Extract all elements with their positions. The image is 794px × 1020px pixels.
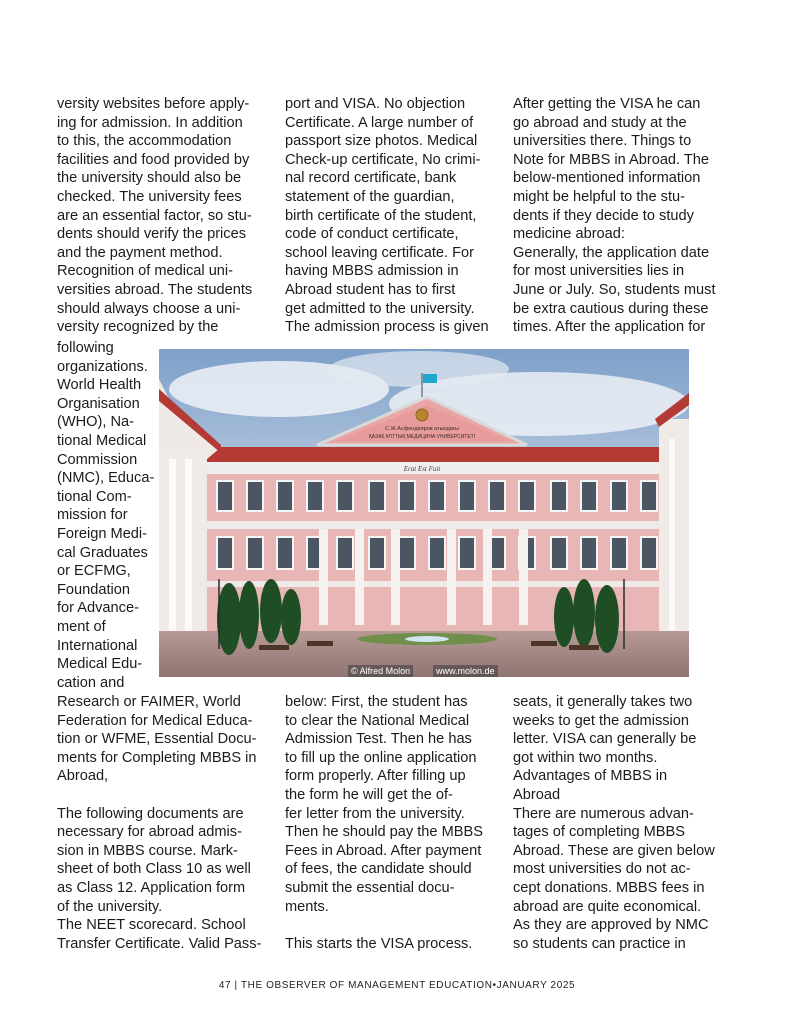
text-line: There are numerous advan- xyxy=(513,805,694,822)
text-line: ment of xyxy=(57,618,106,635)
text-line xyxy=(285,916,483,935)
column1-wrap-text xyxy=(57,339,154,692)
text-line: Abroad student has to first xyxy=(285,281,456,298)
text-line: to clear the National Medical xyxy=(285,712,470,729)
text-line: Medical Edu- xyxy=(57,656,143,673)
text-line: ing for admission. In addition xyxy=(57,114,243,131)
text-line: versity websites before apply- xyxy=(57,96,250,112)
text-line: International xyxy=(57,637,138,654)
text-line: for most universities lies in xyxy=(513,263,685,280)
text-line: versities abroad. The students xyxy=(57,281,253,298)
text-line: versity recognized by the xyxy=(57,319,219,336)
text-line: ments. xyxy=(285,898,329,915)
text-line: After getting the VISA he can xyxy=(513,96,701,112)
text-line: as Class 12. Application form xyxy=(57,879,246,896)
text-line: Recognition of medical uni- xyxy=(57,263,234,280)
text-line: ments for Completing MBBS in xyxy=(57,749,257,766)
university-building-photo xyxy=(159,349,689,677)
text-line: below-mentioned information xyxy=(513,170,701,187)
text-line: or ECFMG, xyxy=(57,563,131,580)
text-line: dents if they decide to study xyxy=(513,207,694,224)
text-line: sion in MBBS course. Mark- xyxy=(57,842,238,859)
text-line: tages of completing MBBS xyxy=(513,824,685,841)
text-line: The NEET scorecard. School xyxy=(57,917,246,934)
text-line: necessary for abroad admis- xyxy=(57,824,242,841)
text-line: Abroad xyxy=(513,786,561,803)
text-line: Advantages of MBBS in xyxy=(513,768,668,785)
text-line: form properly. After filling up xyxy=(285,768,466,785)
text-line: (WHO), Na- xyxy=(57,414,135,431)
column3-bottom-text xyxy=(513,693,715,953)
text-line: should always choose a uni- xyxy=(57,300,241,317)
text-line: weeks to get the admission xyxy=(513,712,690,729)
text-line: go abroad and study at the xyxy=(513,114,687,131)
text-line: Then he should pay the MBBS xyxy=(285,824,483,841)
text-line: cept donations. MBBS fees in xyxy=(513,879,705,896)
text-line: tional Com- xyxy=(57,488,132,505)
text-line: mission for xyxy=(57,507,128,524)
text-line: Fees in Abroad. After payment xyxy=(285,842,482,859)
text-line: June or July. So, students must xyxy=(513,281,716,298)
building-motto: Erat Est Fuit xyxy=(403,465,441,473)
text-line: school leaving certificate. For xyxy=(285,244,474,261)
text-line: most universities do not ac- xyxy=(513,861,691,878)
text-line: for Advance- xyxy=(57,600,139,617)
column2-bottom-text xyxy=(285,693,483,953)
text-line: Abroad. These are given below xyxy=(513,842,715,859)
text-line: cal Graduates xyxy=(57,544,148,561)
text-line: get admitted to the university. xyxy=(285,300,475,317)
text-line: times. After the application for xyxy=(513,319,706,336)
text-line: Admission Test. Then he has xyxy=(285,731,472,748)
text-line: might be helpful to the stu- xyxy=(513,188,685,205)
text-line: following xyxy=(57,340,114,356)
text-line: cation and xyxy=(57,674,125,691)
text-line: Commission xyxy=(57,451,138,468)
text-line: having MBBS admission in xyxy=(285,263,459,280)
building-sign-line1: С.Ж.Асфендияров атындағы xyxy=(385,426,459,432)
text-line: fer letter from the university. xyxy=(285,805,465,822)
text-line: universities there. Things to xyxy=(513,133,692,150)
text-line: The admission process is given xyxy=(285,319,489,336)
text-line: World Health xyxy=(57,377,142,394)
text-line: dents should verify the prices xyxy=(57,226,247,243)
text-line: Certificate. A large number of xyxy=(285,114,474,131)
column3-top-text xyxy=(513,95,716,337)
text-line: code of conduct certificate, xyxy=(285,226,459,243)
text-line: the university should also be xyxy=(57,170,242,187)
text-line: to this, the accommodation xyxy=(57,133,232,150)
photo-credit: © Alfred Molon xyxy=(348,665,413,677)
text-line: This starts the VISA process. xyxy=(285,935,473,952)
text-line: of the university. xyxy=(57,898,163,915)
text-line: Check-up certificate, No crimi- xyxy=(285,151,481,168)
text-line: to fill up the online application xyxy=(285,749,477,766)
text-line: and the payment method. xyxy=(57,244,223,261)
text-line: Foundation xyxy=(57,581,131,598)
text-line: Research or FAIMER, World xyxy=(57,694,241,710)
photo-credit-url: www.molon.de xyxy=(433,665,498,677)
text-line: sheet of both Class 10 as well xyxy=(57,861,251,878)
text-line: port and VISA. No objection xyxy=(285,96,466,112)
text-line: passport size photos. Medical xyxy=(285,133,478,150)
text-line: seats, it generally takes two xyxy=(513,694,693,710)
text-line: statement of the guardian, xyxy=(285,188,455,205)
text-line: (NMC), Educa- xyxy=(57,470,155,487)
text-line: As they are approved by NMC xyxy=(513,917,709,934)
column1-bottom-text xyxy=(57,693,261,953)
text-line: checked. The university fees xyxy=(57,188,242,205)
text-line: Organisation xyxy=(57,395,140,412)
text-line: are an essential factor, so stu- xyxy=(57,207,252,224)
text-line: tion or WFME, Essential Docu- xyxy=(57,731,257,748)
text-line: organizations. xyxy=(57,358,148,375)
text-line: Generally, the application date xyxy=(513,244,710,261)
text-line: medicine abroad: xyxy=(513,226,625,243)
text-line: the form he will get the of- xyxy=(285,786,453,803)
text-line: letter. VISA can generally be xyxy=(513,731,697,748)
text-line: abroad are quite economical. xyxy=(513,898,702,915)
text-line: be extra cautious during these xyxy=(513,300,709,317)
text-line: below: First, the student has xyxy=(285,694,468,710)
text-line: facilities and food provided by xyxy=(57,151,250,168)
text-line: The following documents are xyxy=(57,805,244,822)
column1-top-text xyxy=(57,95,252,337)
text-line: so students can practice in xyxy=(513,935,686,952)
text-line: Abroad, xyxy=(57,768,109,785)
text-line: nal record certificate, bank xyxy=(285,170,457,187)
text-line: got within two months. xyxy=(513,749,658,766)
text-line: birth certificate of the student, xyxy=(285,207,477,224)
text-line xyxy=(57,786,261,805)
text-line: submit the essential docu- xyxy=(285,879,455,896)
text-line: Note for MBBS in Abroad. The xyxy=(513,151,710,168)
text-line: Foreign Medi- xyxy=(57,525,148,542)
text-line: Transfer Certificate. Valid Pass- xyxy=(57,935,262,952)
column2-top-text xyxy=(285,95,489,337)
text-line: of fees, the candidate should xyxy=(285,861,472,878)
building-sign-line2: ҚАЗАҚ ҰЛТТЫҚ МЕДИЦИНА УНИВЕРСИТЕТІ xyxy=(368,434,476,440)
page-footer: 47 | THE OBSERVER OF MANAGEMENT EDUCATION•JANUARY 2025 xyxy=(218,980,576,991)
text-line: tional Medical xyxy=(57,432,147,449)
text-line: Federation for Medical Educa- xyxy=(57,712,253,729)
